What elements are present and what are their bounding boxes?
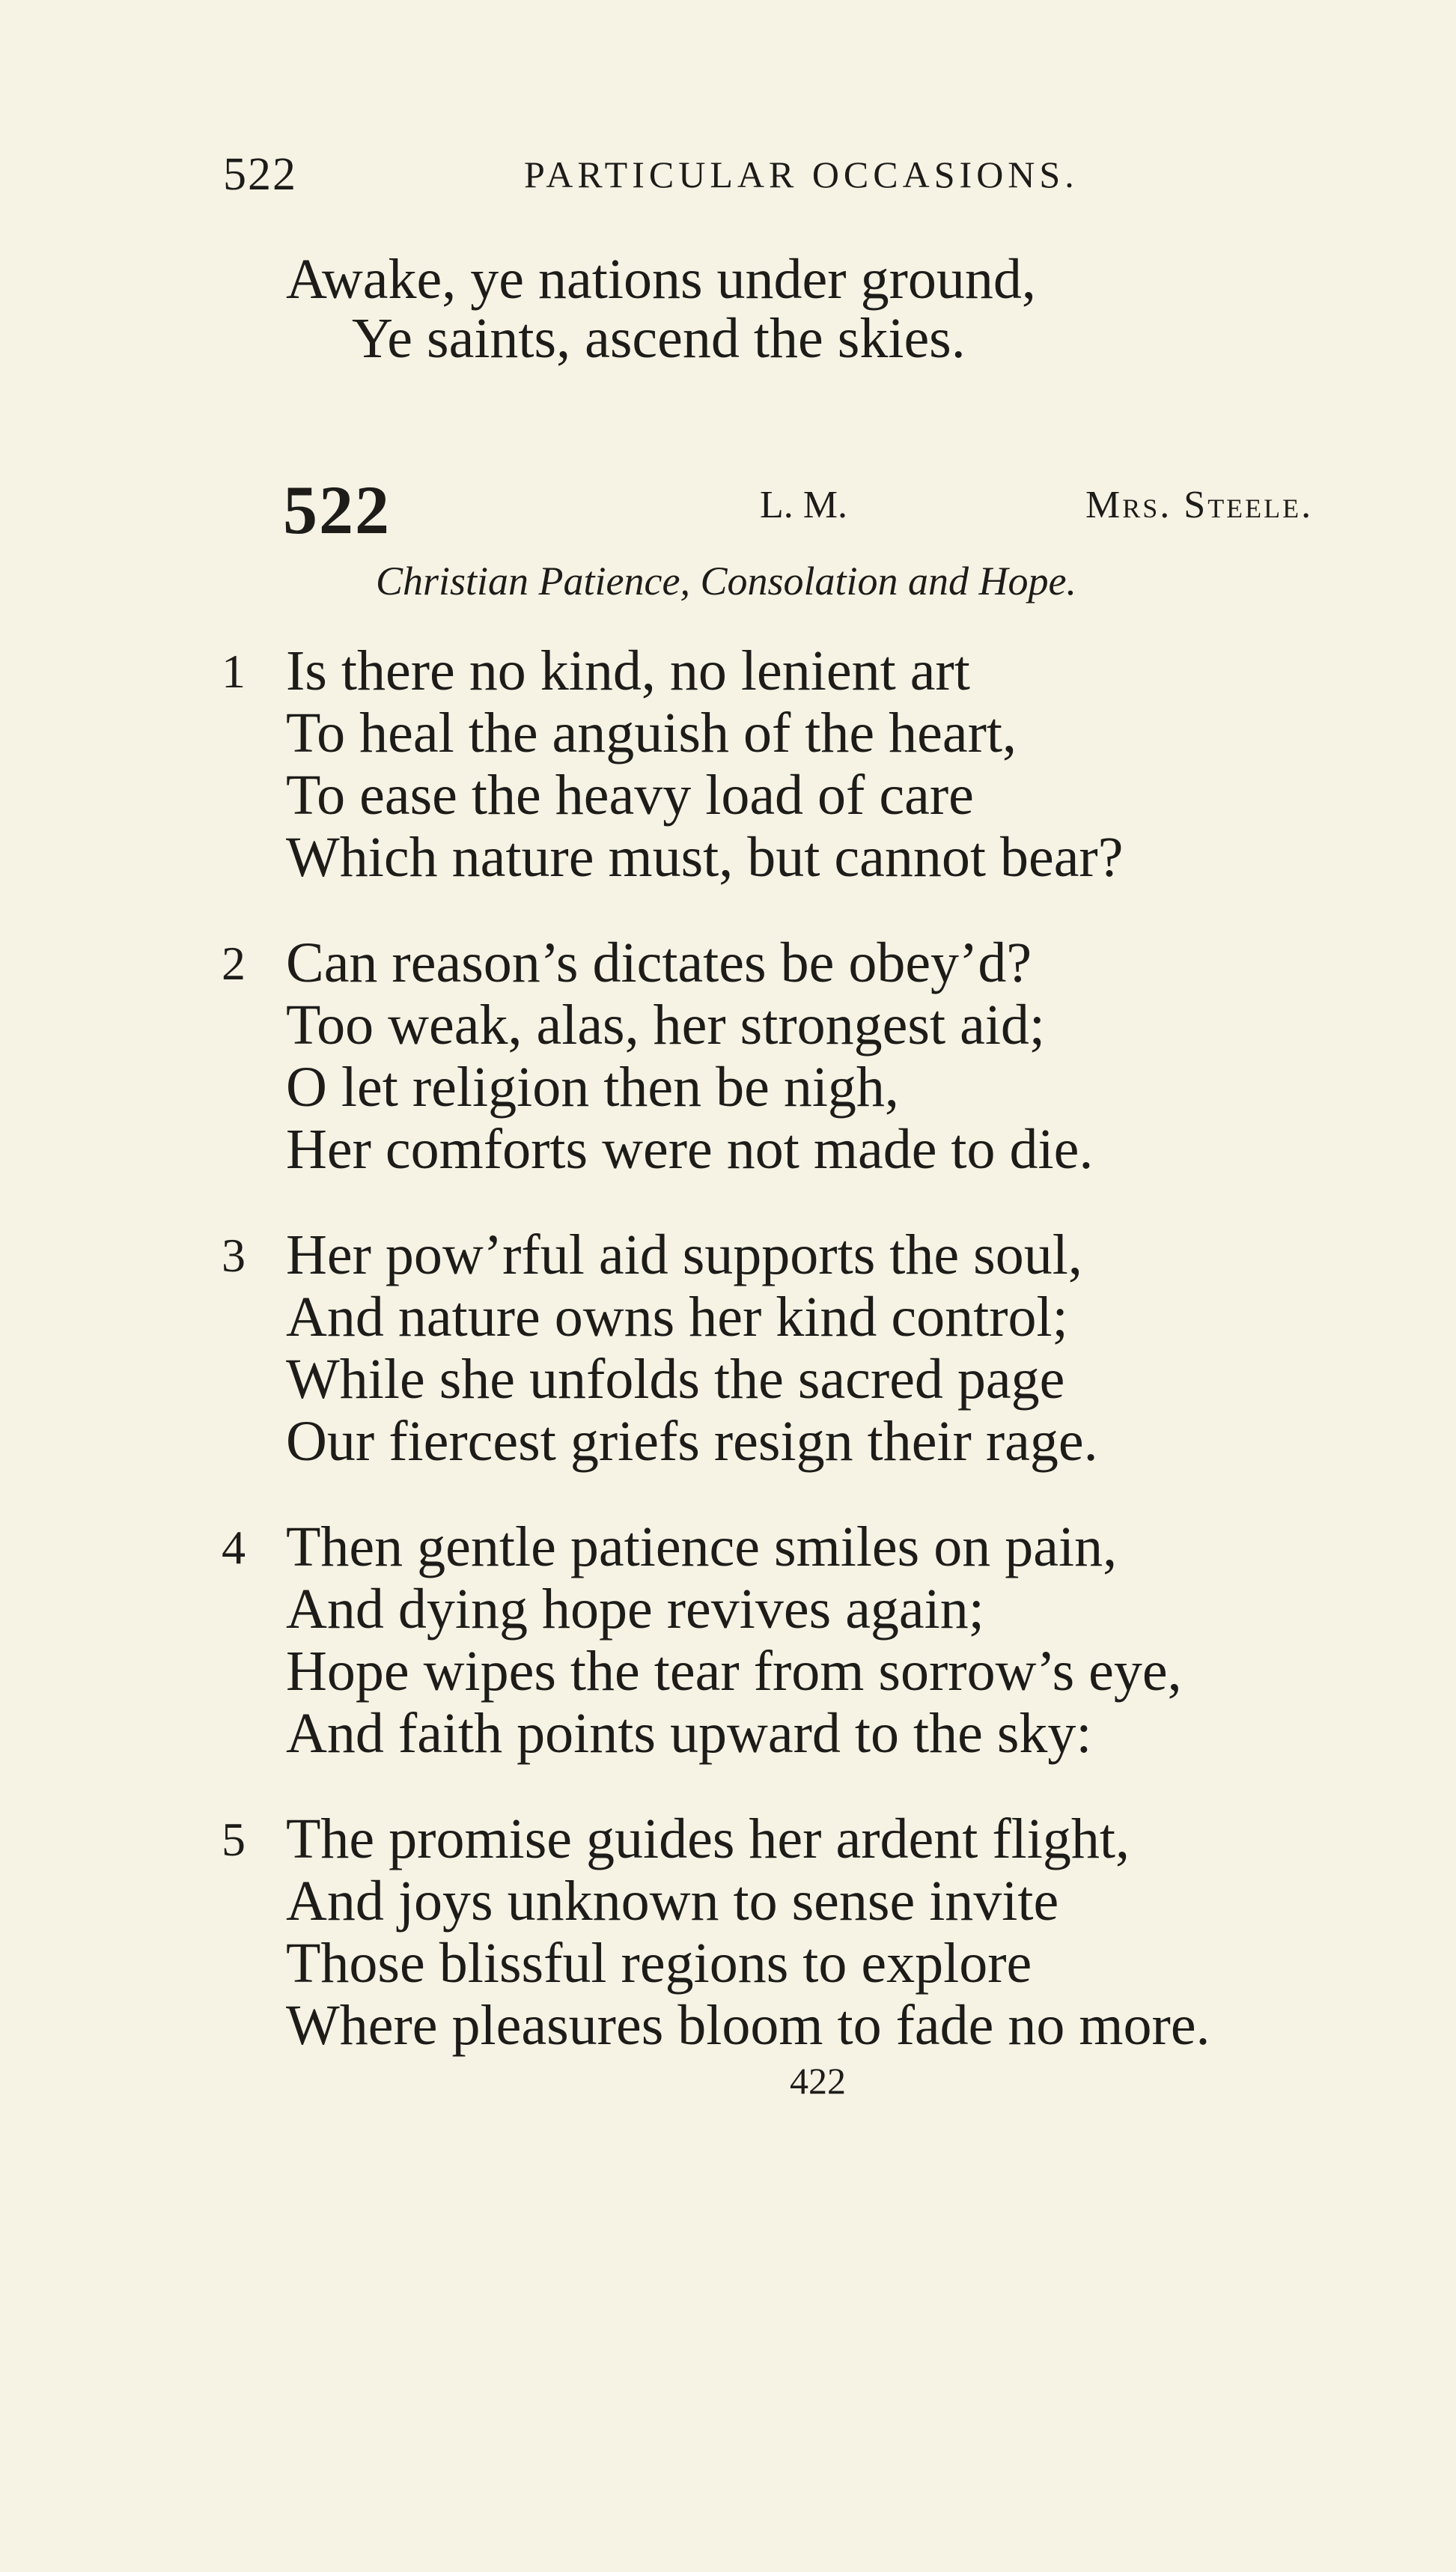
verse-line: Which nature must, but cannot bear? xyxy=(286,826,1124,889)
verse-line: And dying hope revives again; xyxy=(286,1578,984,1641)
verse-line: O let religion then be nigh, xyxy=(286,1056,899,1119)
verse-line: Where pleasures bloom to fade no more. xyxy=(286,1994,1210,2057)
verse-number: 5 xyxy=(222,1813,246,1866)
section-title: PARTICULAR OCCASIONS. xyxy=(524,153,1079,195)
page-number: 522 xyxy=(223,149,297,200)
verse-line: And joys unknown to sense invite xyxy=(286,1870,1059,1933)
verse-number: 4 xyxy=(222,1521,246,1574)
hymn-author: Mrs. Steele. xyxy=(1085,484,1314,526)
hymn-subtitle: Christian Patience, Consolation and Hope. xyxy=(376,559,1076,604)
verse-line: Too weak, alas, her strongest aid; xyxy=(286,994,1046,1057)
footer-page-number: 422 xyxy=(790,2060,846,2102)
verse-line: While she unfolds the sacred page xyxy=(286,1348,1065,1411)
verse-line: Hope wipes the tear from sorrow’s eye, xyxy=(286,1640,1182,1703)
verse-line: Can reason’s dictates be obey’d? xyxy=(286,931,1032,994)
verse-line: Her pow’rful aid supports the soul, xyxy=(286,1223,1082,1286)
verse-number: 2 xyxy=(222,937,246,990)
verse-line: Our fiercest griefs resign their rage. xyxy=(286,1410,1098,1473)
carryover-line: Awake, ye nations under ground, xyxy=(286,248,1036,311)
verse-line: To heal the anguish of the heart, xyxy=(286,702,1017,764)
hymn-number: 522 xyxy=(283,472,391,548)
verse-number: 3 xyxy=(222,1229,246,1282)
verse-number: 1 xyxy=(222,645,246,698)
verse-line: To ease the heavy load of care xyxy=(286,764,974,827)
verse-line: Her comforts were not made to die. xyxy=(286,1118,1094,1181)
verse-line: Then gentle patience smiles on pain, xyxy=(286,1515,1118,1578)
verse-line: And faith points upward to the sky: xyxy=(286,1702,1092,1765)
verse-line: And nature owns her kind control; xyxy=(286,1286,1068,1349)
verse-line: Is there no kind, no lenient art xyxy=(286,639,970,702)
hymn-meter: L. M. xyxy=(760,484,847,526)
running-head xyxy=(223,148,1368,208)
verse-line: The promise guides her ardent flight, xyxy=(286,1808,1130,1870)
verse-line: Those blissful regions to explore xyxy=(286,1932,1032,1995)
carryover-line: Ye saints, ascend the skies. xyxy=(352,307,966,370)
